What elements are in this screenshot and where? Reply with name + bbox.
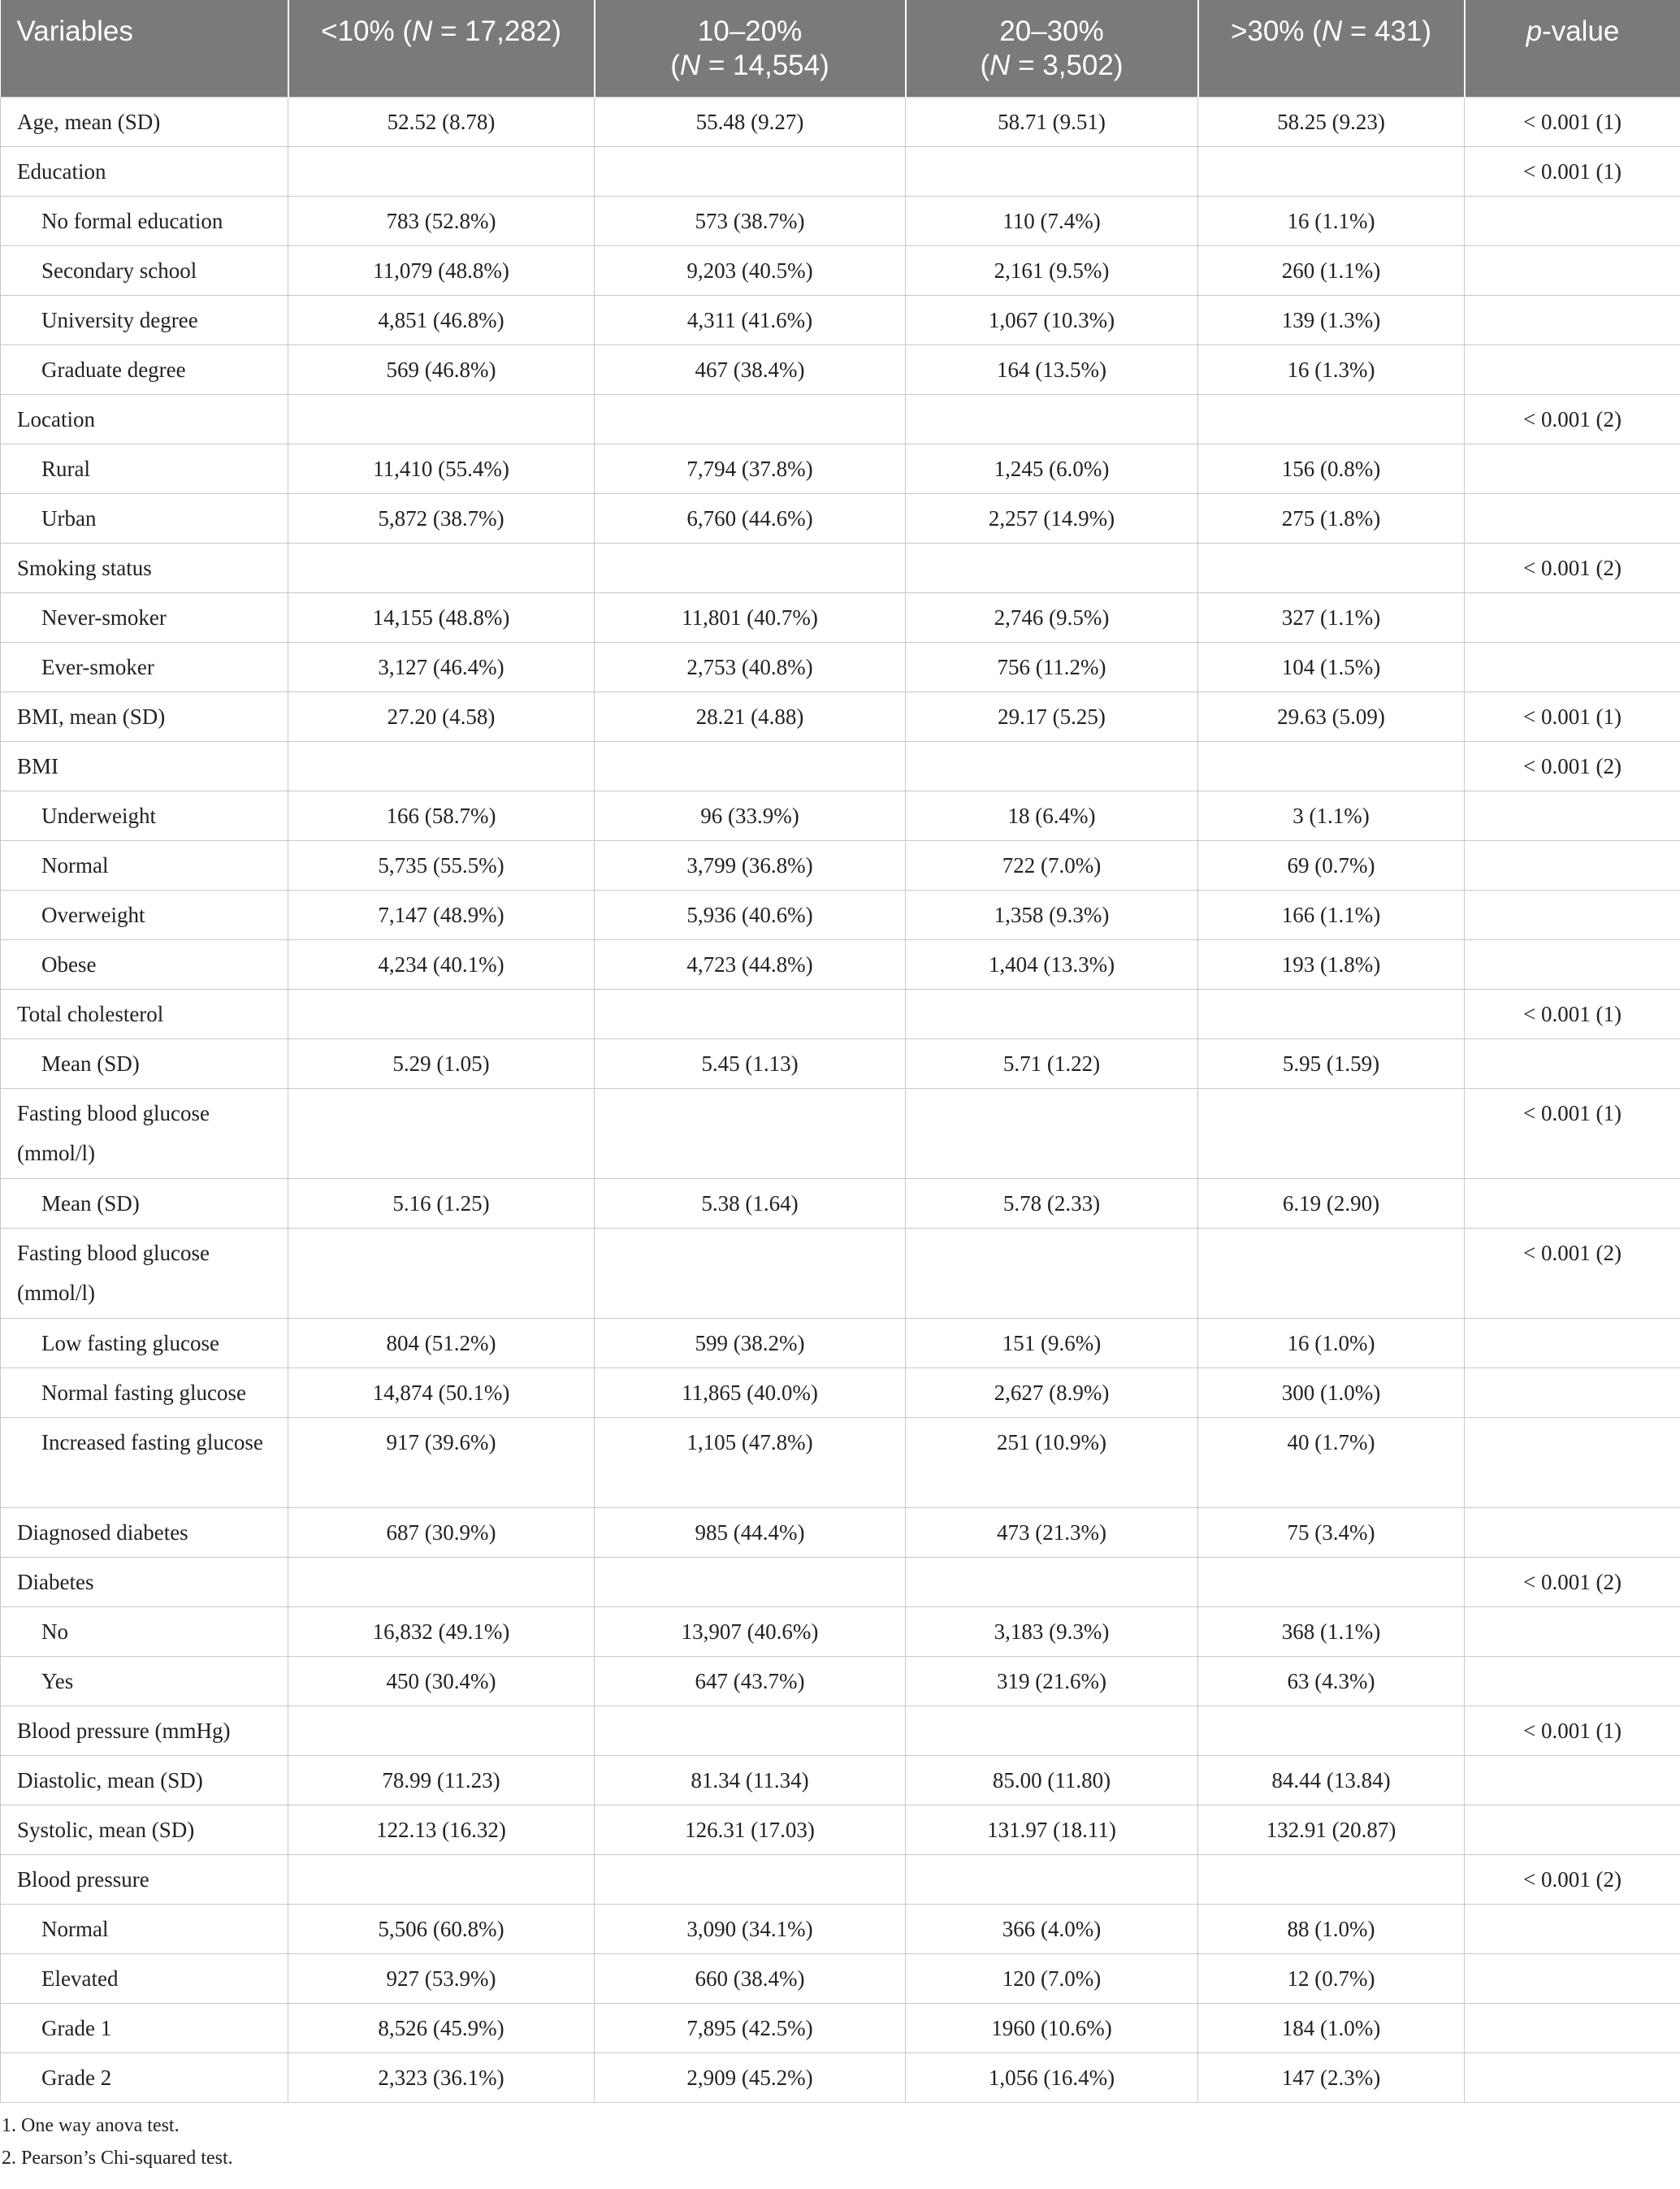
table-cell: 55.48 (9.27) xyxy=(595,97,906,146)
row-label: Increased fasting glucose xyxy=(1,1417,288,1507)
table-cell: 166 (1.1%) xyxy=(1198,890,1465,939)
p-value-cell xyxy=(1465,493,1680,543)
row-label: Obese xyxy=(1,939,288,989)
table-cell: 11,410 (55.4%) xyxy=(288,444,595,493)
row-label: Fasting blood glucose (mmol/l) xyxy=(1,1228,288,1318)
table-cell: 8,526 (45.9%) xyxy=(288,2003,595,2052)
row-label: No xyxy=(1,1606,288,1656)
table-row xyxy=(1,196,1680,245)
table-cell xyxy=(595,1706,906,1755)
table-cell: 5.78 (2.33) xyxy=(906,1178,1198,1228)
table-cell: 473 (21.3%) xyxy=(906,1507,1198,1557)
row-label: Ever-smoker xyxy=(1,642,288,691)
header-pre: >30% ( xyxy=(1230,15,1322,47)
table-row xyxy=(1,2003,1680,2052)
table-cell: 14,155 (48.8%) xyxy=(288,592,595,642)
table-cell xyxy=(906,741,1198,791)
table-row xyxy=(1,989,1680,1038)
table-cell: 151 (9.6%) xyxy=(906,1318,1198,1368)
table-cell: 11,079 (48.8%) xyxy=(288,245,595,295)
table-row xyxy=(1,1904,1680,1953)
table-cell xyxy=(1198,1088,1465,1178)
row-label: Diagnosed diabetes xyxy=(1,1507,288,1557)
table-row xyxy=(1,939,1680,989)
row-label: Fasting blood glucose (mmol/l) xyxy=(1,1088,288,1178)
table-row xyxy=(1,840,1680,890)
p-value-cell: < 0.001 (2) xyxy=(1465,1854,1680,1904)
p-value-cell xyxy=(1465,642,1680,691)
p-value-cell: < 0.001 (2) xyxy=(1465,1228,1680,1318)
table-cell xyxy=(595,989,906,1038)
table-row xyxy=(1,1178,1680,1228)
table-cell: 14,874 (50.1%) xyxy=(288,1368,595,1417)
p-value-cell xyxy=(1465,1507,1680,1557)
table-cell: 3,183 (9.3%) xyxy=(906,1606,1198,1656)
p-value-cell: < 0.001 (1) xyxy=(1465,97,1680,146)
row-label: Overweight xyxy=(1,890,288,939)
table-cell: 28.21 (4.88) xyxy=(595,691,906,741)
p-value-cell: < 0.001 (2) xyxy=(1465,741,1680,791)
table-body xyxy=(1,97,1680,2102)
p-value-cell: < 0.001 (1) xyxy=(1465,1706,1680,1755)
table-cell: 104 (1.5%) xyxy=(1198,642,1465,691)
table-cell: 1,404 (13.3%) xyxy=(906,939,1198,989)
table-cell: 1,245 (6.0%) xyxy=(906,444,1198,493)
table-cell: 5,936 (40.6%) xyxy=(595,890,906,939)
table-row xyxy=(1,1088,1680,1178)
table-row xyxy=(1,1805,1680,1854)
p-value-cell xyxy=(1465,1417,1680,1507)
table-cell xyxy=(595,543,906,592)
table-cell: 5.45 (1.13) xyxy=(595,1038,906,1088)
table-row xyxy=(1,97,1680,146)
row-label: No formal education xyxy=(1,196,288,245)
p-value-cell xyxy=(1465,2003,1680,2052)
table-cell xyxy=(906,1854,1198,1904)
p-value-cell xyxy=(1465,1178,1680,1228)
table-cell: 260 (1.1%) xyxy=(1198,245,1465,295)
table-row xyxy=(1,245,1680,295)
table-row xyxy=(1,1656,1680,1706)
table-cell: 2,746 (9.5%) xyxy=(906,592,1198,642)
table-cell: 327 (1.1%) xyxy=(1198,592,1465,642)
table-cell: 917 (39.6%) xyxy=(288,1417,595,1507)
table-cell: 96 (33.9%) xyxy=(595,791,906,840)
p-value-cell xyxy=(1465,1656,1680,1706)
table-cell: 647 (43.7%) xyxy=(595,1656,906,1706)
row-label: Age, mean (SD) xyxy=(1,97,288,146)
table-cell: 52.52 (8.78) xyxy=(288,97,595,146)
table-cell: 110 (7.4%) xyxy=(906,196,1198,245)
table-cell: 85.00 (11.80) xyxy=(906,1755,1198,1805)
table-row xyxy=(1,2052,1680,2102)
table-cell: 804 (51.2%) xyxy=(288,1318,595,1368)
table-cell xyxy=(1198,741,1465,791)
table-row xyxy=(1,543,1680,592)
header-n: N xyxy=(412,15,433,47)
table-cell: 7,147 (48.9%) xyxy=(288,890,595,939)
table-cell: 927 (53.9%) xyxy=(288,1953,595,2003)
table-cell: 58.25 (9.23) xyxy=(1198,97,1465,146)
footnote: 2. Pearson’s Chi-squared test. xyxy=(2,2147,233,2169)
table-row xyxy=(1,146,1680,196)
header-over-30 xyxy=(1198,0,1465,97)
p-value-cell: < 0.001 (2) xyxy=(1465,543,1680,592)
table-cell xyxy=(1198,146,1465,196)
p-value-cell xyxy=(1465,1755,1680,1805)
p-value-cell xyxy=(1465,444,1680,493)
table-cell: 2,323 (36.1%) xyxy=(288,2052,595,2102)
row-label: BMI, mean (SD) xyxy=(1,691,288,741)
table-cell: 13,907 (40.6%) xyxy=(595,1606,906,1656)
table-row xyxy=(1,295,1680,345)
table-row xyxy=(1,1755,1680,1805)
header-line1: 10–20% xyxy=(697,15,803,47)
table-cell: 166 (58.7%) xyxy=(288,791,595,840)
row-label: Systolic, mean (SD) xyxy=(1,1805,288,1854)
table-cell: 5,506 (60.8%) xyxy=(288,1904,595,1953)
row-label: Yes xyxy=(1,1656,288,1706)
table-cell: 5.38 (1.64) xyxy=(595,1178,906,1228)
row-label: Blood pressure (mmHg) xyxy=(1,1706,288,1755)
table-cell: 156 (0.8%) xyxy=(1198,444,1465,493)
table-cell xyxy=(1198,394,1465,444)
table-cell: 6,760 (44.6%) xyxy=(595,493,906,543)
table-cell: 147 (2.3%) xyxy=(1198,2052,1465,2102)
table-cell: 5,735 (55.5%) xyxy=(288,840,595,890)
table-cell: 1,105 (47.8%) xyxy=(595,1417,906,1507)
p-value-cell xyxy=(1465,1368,1680,1417)
header-line1: 20–30% xyxy=(999,15,1104,47)
table-row xyxy=(1,1557,1680,1606)
table-cell xyxy=(1198,1557,1465,1606)
table-cell: 132.91 (20.87) xyxy=(1198,1805,1465,1854)
p-value-cell: < 0.001 (2) xyxy=(1465,1557,1680,1606)
footnote: 1. One way anova test. xyxy=(2,2114,180,2136)
table-cell xyxy=(906,394,1198,444)
table-cell: 4,851 (46.8%) xyxy=(288,295,595,345)
table-cell xyxy=(288,1228,595,1318)
p-value-cell xyxy=(1465,1318,1680,1368)
p-value-cell xyxy=(1465,939,1680,989)
table-cell: 40 (1.7%) xyxy=(1198,1417,1465,1507)
p-value-cell: < 0.001 (1) xyxy=(1465,989,1680,1038)
table-cell: 569 (46.8%) xyxy=(288,345,595,394)
p-value-cell xyxy=(1465,2052,1680,2102)
table-cell: 6.19 (2.90) xyxy=(1198,1178,1465,1228)
p-value-cell xyxy=(1465,1953,1680,2003)
header-n: N xyxy=(989,50,1011,81)
row-label: Grade 2 xyxy=(1,2052,288,2102)
p-value-cell xyxy=(1465,345,1680,394)
header-post: -value xyxy=(1542,15,1620,47)
table-row xyxy=(1,890,1680,939)
p-value-cell: < 0.001 (1) xyxy=(1465,1088,1680,1178)
table-row xyxy=(1,1953,1680,2003)
table-cell: 75 (3.4%) xyxy=(1198,1507,1465,1557)
table-cell: 1960 (10.6%) xyxy=(906,2003,1198,2052)
table-cell xyxy=(906,1228,1198,1318)
table-cell: 69 (0.7%) xyxy=(1198,840,1465,890)
table-cell xyxy=(1198,1854,1465,1904)
table-cell: 722 (7.0%) xyxy=(906,840,1198,890)
table-cell xyxy=(906,543,1198,592)
table-cell: 131.97 (18.11) xyxy=(906,1805,1198,1854)
table-cell: 2,257 (14.9%) xyxy=(906,493,1198,543)
table-cell: 2,753 (40.8%) xyxy=(595,642,906,691)
table-cell: 5.16 (1.25) xyxy=(288,1178,595,1228)
table-cell: 120 (7.0%) xyxy=(906,1953,1198,2003)
table-cell: 687 (30.9%) xyxy=(288,1507,595,1557)
p-value-cell xyxy=(1465,1606,1680,1656)
row-label: BMI xyxy=(1,741,288,791)
table-cell: 11,865 (40.0%) xyxy=(595,1368,906,1417)
table-row xyxy=(1,493,1680,543)
table-cell xyxy=(1198,1706,1465,1755)
row-label: Never-smoker xyxy=(1,592,288,642)
table-cell: 2,161 (9.5%) xyxy=(906,245,1198,295)
p-value-cell xyxy=(1465,245,1680,295)
header-post: = 14,554) xyxy=(700,50,829,81)
table-row xyxy=(1,345,1680,394)
row-label: Total cholesterol xyxy=(1,989,288,1038)
p-value-cell xyxy=(1465,1805,1680,1854)
row-label: Diabetes xyxy=(1,1557,288,1606)
table-cell: 573 (38.7%) xyxy=(595,196,906,245)
header-post: = 431) xyxy=(1342,15,1432,47)
table-row xyxy=(1,642,1680,691)
table-cell: 5.95 (1.59) xyxy=(1198,1038,1465,1088)
table-cell xyxy=(288,1854,595,1904)
table-cell: 251 (10.9%) xyxy=(906,1417,1198,1507)
row-label: Rural xyxy=(1,444,288,493)
table-cell: 660 (38.4%) xyxy=(595,1953,906,2003)
header-text: Variables xyxy=(16,15,133,47)
table-row xyxy=(1,444,1680,493)
table-cell: 2,909 (45.2%) xyxy=(595,2052,906,2102)
p-value-cell xyxy=(1465,196,1680,245)
header-10-20 xyxy=(595,0,906,97)
table-cell: 467 (38.4%) xyxy=(595,345,906,394)
header-pre: ( xyxy=(980,50,990,81)
table-cell: 58.71 (9.51) xyxy=(906,97,1198,146)
row-label: Smoking status xyxy=(1,543,288,592)
table-cell: 756 (11.2%) xyxy=(906,642,1198,691)
row-label: Mean (SD) xyxy=(1,1178,288,1228)
table-cell: 139 (1.3%) xyxy=(1198,295,1465,345)
row-label: Grade 1 xyxy=(1,2003,288,2052)
row-label: Education xyxy=(1,146,288,196)
table-row xyxy=(1,1507,1680,1557)
p-value-cell xyxy=(1465,840,1680,890)
header-post: = 17,282) xyxy=(432,15,561,47)
table-cell: 88 (1.0%) xyxy=(1198,1904,1465,1953)
table-cell xyxy=(288,1706,595,1755)
table-cell: 1,067 (10.3%) xyxy=(906,295,1198,345)
table-row xyxy=(1,791,1680,840)
table-cell xyxy=(288,989,595,1038)
table-cell: 7,794 (37.8%) xyxy=(595,444,906,493)
table-cell xyxy=(288,146,595,196)
table-cell: 29.17 (5.25) xyxy=(906,691,1198,741)
table-cell: 3,090 (34.1%) xyxy=(595,1904,906,1953)
table-cell: 126.31 (17.03) xyxy=(595,1805,906,1854)
table-cell xyxy=(906,1706,1198,1755)
p-value-cell xyxy=(1465,295,1680,345)
footnotes xyxy=(0,2103,1680,2174)
row-label: Graduate degree xyxy=(1,345,288,394)
table-cell xyxy=(906,1557,1198,1606)
table-cell: 4,723 (44.8%) xyxy=(595,939,906,989)
p-value-cell xyxy=(1465,791,1680,840)
table-cell xyxy=(1198,1228,1465,1318)
table-row xyxy=(1,1368,1680,1417)
header-p-value xyxy=(1465,0,1680,97)
table-cell: 7,895 (42.5%) xyxy=(595,2003,906,2052)
header-pre: ( xyxy=(670,50,680,81)
table-cell: 63 (4.3%) xyxy=(1198,1656,1465,1706)
table-cell: 366 (4.0%) xyxy=(906,1904,1198,1953)
table-cell: 599 (38.2%) xyxy=(595,1318,906,1368)
table-cell: 184 (1.0%) xyxy=(1198,2003,1465,2052)
table-cell xyxy=(288,1557,595,1606)
row-label: Normal fasting glucose xyxy=(1,1368,288,1417)
row-label: Low fasting glucose xyxy=(1,1318,288,1368)
row-label: University degree xyxy=(1,295,288,345)
header-20-30 xyxy=(906,0,1198,97)
table-row xyxy=(1,1038,1680,1088)
table-cell: 11,801 (40.7%) xyxy=(595,592,906,642)
table-cell: 3,799 (36.8%) xyxy=(595,840,906,890)
table-cell: 16 (1.3%) xyxy=(1198,345,1465,394)
row-label: Urban xyxy=(1,493,288,543)
table-cell xyxy=(595,1557,906,1606)
table-cell xyxy=(1198,989,1465,1038)
table-cell: 9,203 (40.5%) xyxy=(595,245,906,295)
table-cell: 783 (52.8%) xyxy=(288,196,595,245)
table-cell: 319 (21.6%) xyxy=(906,1656,1198,1706)
table-cell: 4,234 (40.1%) xyxy=(288,939,595,989)
table-cell: 1,056 (16.4%) xyxy=(906,2052,1198,2102)
header-row xyxy=(1,0,1680,97)
table-cell: 5.29 (1.05) xyxy=(288,1038,595,1088)
table-cell xyxy=(595,1854,906,1904)
table-cell: 164 (13.5%) xyxy=(906,345,1198,394)
table-cell: 27.20 (4.58) xyxy=(288,691,595,741)
row-label: Diastolic, mean (SD) xyxy=(1,1755,288,1805)
table-cell: 4,311 (41.6%) xyxy=(595,295,906,345)
table-cell: 5,872 (38.7%) xyxy=(288,493,595,543)
p-value-cell xyxy=(1465,592,1680,642)
table-cell xyxy=(906,1088,1198,1178)
table-cell: 3 (1.1%) xyxy=(1198,791,1465,840)
table-cell xyxy=(288,741,595,791)
table-cell: 81.34 (11.34) xyxy=(595,1755,906,1805)
table-row xyxy=(1,592,1680,642)
row-label: Location xyxy=(1,394,288,444)
table-cell: 122.13 (16.32) xyxy=(288,1805,595,1854)
table-cell: 985 (44.4%) xyxy=(595,1507,906,1557)
table-cell xyxy=(595,146,906,196)
table-row xyxy=(1,1706,1680,1755)
table-cell xyxy=(595,1228,906,1318)
table-cell xyxy=(288,543,595,592)
table-row xyxy=(1,691,1680,741)
p-value-cell xyxy=(1465,1038,1680,1088)
table-row xyxy=(1,741,1680,791)
row-label: Elevated xyxy=(1,1953,288,2003)
table-cell: 16 (1.1%) xyxy=(1198,196,1465,245)
table-cell xyxy=(595,1088,906,1178)
p-value-cell xyxy=(1465,1904,1680,1953)
table-cell: 29.63 (5.09) xyxy=(1198,691,1465,741)
header-post: = 3,502) xyxy=(1010,50,1124,81)
row-label: Underweight xyxy=(1,791,288,840)
header-n: N xyxy=(1321,15,1343,47)
table-cell xyxy=(288,1088,595,1178)
table-cell xyxy=(595,394,906,444)
table-cell: 3,127 (46.4%) xyxy=(288,642,595,691)
row-label: Normal xyxy=(1,1904,288,1953)
row-label: Normal xyxy=(1,840,288,890)
table-cell: 450 (30.4%) xyxy=(288,1656,595,1706)
table-row xyxy=(1,1417,1680,1507)
table-cell: 2,627 (8.9%) xyxy=(906,1368,1198,1417)
table-cell: 84.44 (13.84) xyxy=(1198,1755,1465,1805)
table-cell: 193 (1.8%) xyxy=(1198,939,1465,989)
table-cell xyxy=(288,394,595,444)
table-cell xyxy=(1198,543,1465,592)
p-value-cell: < 0.001 (1) xyxy=(1465,146,1680,196)
row-label: Secondary school xyxy=(1,245,288,295)
header-n: N xyxy=(679,50,701,81)
row-label: Blood pressure xyxy=(1,1854,288,1904)
table-row xyxy=(1,1318,1680,1368)
table-row xyxy=(1,1228,1680,1318)
table-cell: 368 (1.1%) xyxy=(1198,1606,1465,1656)
header-variables xyxy=(1,0,288,97)
table-cell xyxy=(906,989,1198,1038)
table-cell: 300 (1.0%) xyxy=(1198,1368,1465,1417)
row-label: Mean (SD) xyxy=(1,1038,288,1088)
table-cell: 18 (6.4%) xyxy=(906,791,1198,840)
table-row xyxy=(1,1606,1680,1656)
table-cell xyxy=(595,741,906,791)
table-cell: 5.71 (1.22) xyxy=(906,1038,1198,1088)
p-value-cell: < 0.001 (2) xyxy=(1465,394,1680,444)
header-under-10 xyxy=(288,0,595,97)
table-cell: 16,832 (49.1%) xyxy=(288,1606,595,1656)
p-value-cell: < 0.001 (1) xyxy=(1465,691,1680,741)
table-row xyxy=(1,1854,1680,1904)
table-cell: 1,358 (9.3%) xyxy=(906,890,1198,939)
table-row xyxy=(1,394,1680,444)
table-cell: 78.99 (11.23) xyxy=(288,1755,595,1805)
table-cell: 275 (1.8%) xyxy=(1198,493,1465,543)
header-pre: <10% ( xyxy=(321,15,412,47)
table-cell xyxy=(906,146,1198,196)
table-cell: 16 (1.0%) xyxy=(1198,1318,1465,1368)
table-cell: 12 (0.7%) xyxy=(1198,1953,1465,2003)
header-p: p xyxy=(1526,15,1543,47)
p-value-cell xyxy=(1465,890,1680,939)
